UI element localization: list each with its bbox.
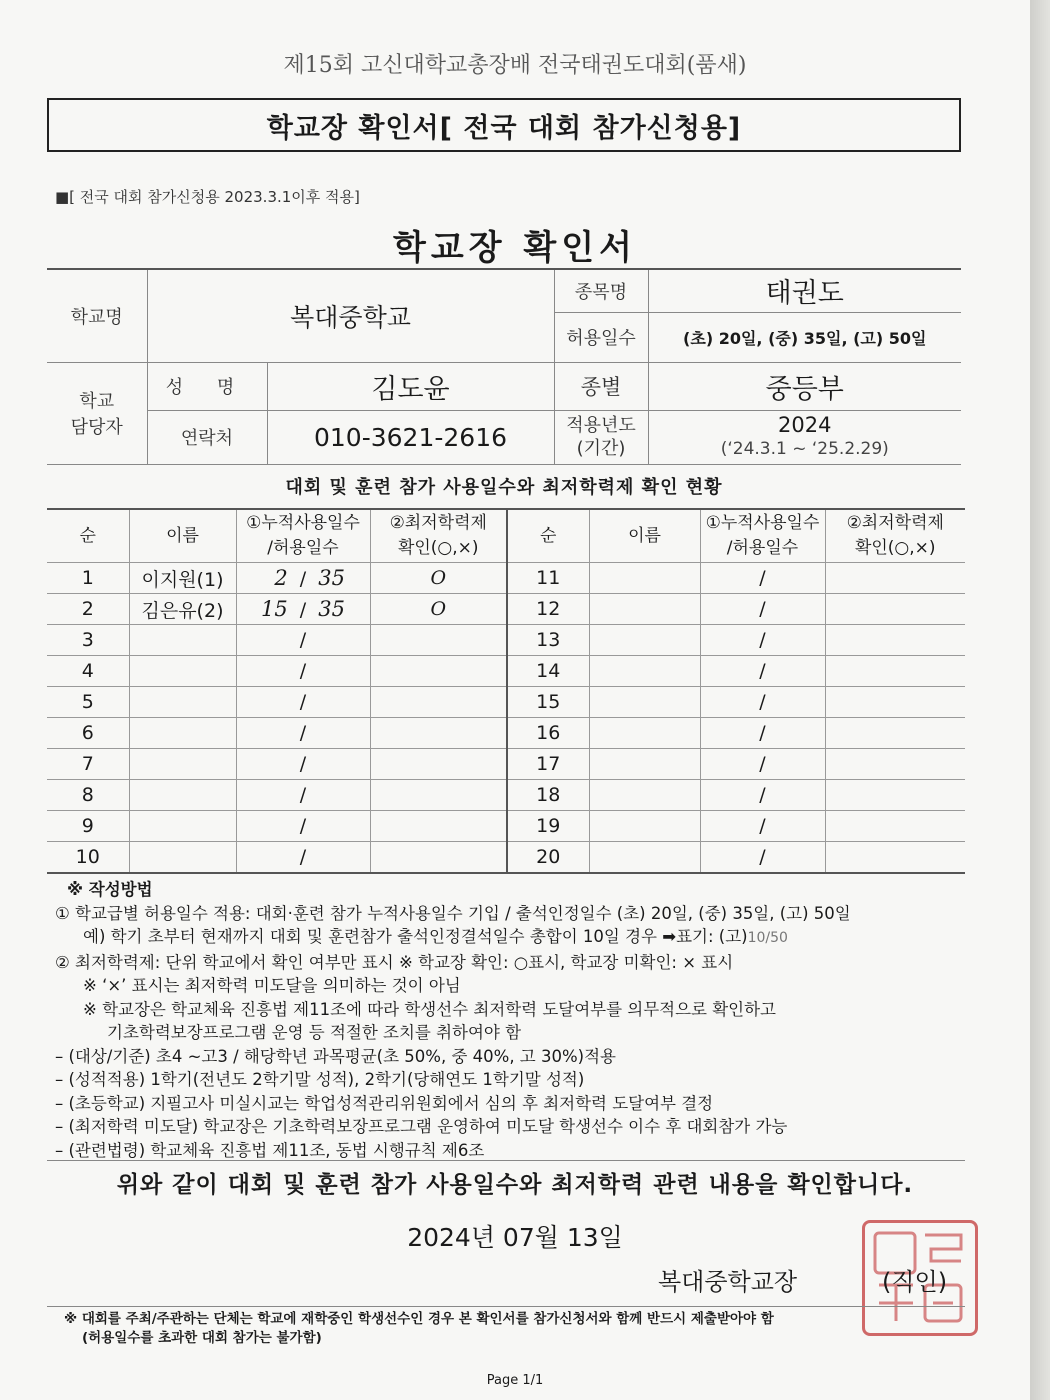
status-title: 대회 및 훈련 참가 사용일수와 최저학력제 확인 현황 bbox=[285, 477, 723, 498]
days-used-cell bbox=[700, 625, 825, 656]
student-name bbox=[589, 780, 700, 811]
note-example-mark: ➡표기: (고) bbox=[662, 927, 748, 946]
note-line: ※ ‘×’ 표시는 최저학력 미도달을 의미하는 것이 아님 bbox=[83, 976, 461, 995]
student-name bbox=[129, 718, 236, 749]
days-separator: / bbox=[293, 599, 313, 621]
col-academic bbox=[825, 509, 965, 563]
academic-check bbox=[370, 687, 507, 718]
col-academic-line1: ②최저학력제 bbox=[389, 513, 487, 533]
days-allowed: 35 bbox=[318, 597, 345, 621]
days-separator: / bbox=[753, 846, 772, 868]
version-note: ■[ 전국 대회 참가신청용 2023.3.1이후 적용] bbox=[55, 188, 360, 206]
seal-label: (직인) bbox=[882, 1268, 948, 1296]
division-label: 종별 bbox=[554, 362, 648, 410]
days-used-cell bbox=[700, 780, 825, 811]
note-line: – (최저학력 미도달) 학교장은 기초학력보장프로그램 운영하여 미도달 학생선수 이수 후 대회참가 가능 bbox=[55, 1117, 788, 1136]
note-example-text: 예) 학기 초부터 현재까지 대회 및 훈련참가 출석인정결석일수 총합이 10일 경우 bbox=[83, 927, 657, 946]
days-used-cell bbox=[700, 718, 825, 749]
academic-check bbox=[825, 563, 965, 594]
col-academic-line2: 확인(○,×) bbox=[854, 538, 936, 558]
academic-check bbox=[370, 718, 507, 749]
year-value: 2024 bbox=[778, 413, 832, 437]
notes-heading: ※ 작성방법 bbox=[67, 880, 153, 899]
student-name bbox=[129, 811, 236, 842]
name-label: 성 명 bbox=[147, 362, 267, 410]
divider bbox=[47, 1160, 965, 1161]
col-days-line1: ①누적사용일수 bbox=[705, 513, 820, 533]
row-number: 5 bbox=[47, 687, 129, 718]
student-name: 이지원(1) bbox=[129, 563, 236, 594]
academic-check bbox=[825, 625, 965, 656]
student-name bbox=[589, 811, 700, 842]
event-title: 제15회 고신대학교총장배 전국태권도대회(품새) bbox=[283, 53, 747, 78]
days-separator: / bbox=[293, 660, 313, 682]
table-row bbox=[47, 718, 965, 749]
period-value bbox=[648, 410, 961, 464]
days-separator: / bbox=[753, 815, 772, 837]
table-row bbox=[47, 656, 965, 687]
student-name bbox=[129, 687, 236, 718]
days-separator: / bbox=[753, 567, 772, 589]
row-number: 13 bbox=[507, 625, 589, 656]
days-separator: / bbox=[293, 753, 313, 775]
event-value: 태권도 bbox=[648, 269, 961, 312]
academic-check bbox=[825, 842, 965, 874]
academic-check: O bbox=[370, 563, 507, 594]
days-used-cell bbox=[236, 749, 370, 780]
period-label-line1: 적용년도 bbox=[566, 415, 636, 436]
student-name bbox=[129, 780, 236, 811]
name-value: 김도윤 bbox=[267, 362, 554, 410]
academic-check bbox=[370, 811, 507, 842]
academic-check bbox=[370, 842, 507, 874]
student-name bbox=[589, 842, 700, 874]
row-number: 9 bbox=[47, 811, 129, 842]
note-line: – (관련법령) 학교체육 진흥법 제11조, 동법 시행규칙 제6조 bbox=[55, 1140, 485, 1160]
days-separator: / bbox=[293, 846, 313, 868]
col-no: 순 bbox=[47, 509, 129, 563]
academic-check bbox=[370, 625, 507, 656]
days-used-cell bbox=[700, 842, 825, 874]
row-number: 1 bbox=[47, 563, 129, 594]
footnote bbox=[64, 1310, 974, 1348]
row-number: 16 bbox=[507, 718, 589, 749]
table-row bbox=[47, 780, 965, 811]
table-row bbox=[47, 563, 965, 594]
contact-person-label-line2: 담당자 bbox=[70, 417, 123, 438]
academic-check bbox=[825, 718, 965, 749]
col-academic-line2: 확인(○,×) bbox=[397, 538, 479, 558]
footnote-line1: ※ 대회를 주최/주관하는 단체는 학교에 재학중인 학생선수인 경우 본 확인서를 참가신청서와 함께 반드시 제출받아야 함 bbox=[64, 1311, 774, 1327]
student-name bbox=[589, 594, 700, 625]
days-separator: / bbox=[753, 753, 772, 775]
academic-check bbox=[825, 749, 965, 780]
table-row bbox=[47, 687, 965, 718]
academic-check: O bbox=[370, 594, 507, 625]
academic-check bbox=[370, 749, 507, 780]
school-label: 학교명 bbox=[47, 269, 147, 362]
row-number: 12 bbox=[507, 594, 589, 625]
note-line: 기초학력보장프로그램 운영 등 적절한 조치를 취하여야 함 bbox=[107, 1023, 522, 1042]
event-label: 종목명 bbox=[554, 269, 648, 312]
col-name: 이름 bbox=[129, 509, 236, 563]
days-separator: / bbox=[293, 691, 313, 713]
phone-value: 010-3621-2616 bbox=[267, 410, 554, 464]
note-line: – (초등학교) 지필고사 미실시교는 학업성적관리위원회에서 심의 후 최저학력 도달여부 결정 bbox=[55, 1093, 714, 1113]
row-number: 7 bbox=[47, 749, 129, 780]
days-used-cell bbox=[700, 563, 825, 594]
days-separator: / bbox=[753, 722, 772, 744]
days-separator: / bbox=[293, 784, 313, 806]
academic-check bbox=[370, 656, 507, 687]
days-used-cell bbox=[236, 780, 370, 811]
confirmation-statement: 위와 같이 대회 및 훈련 참가 사용일수와 최저학력 관련 내용을 확인합니다. bbox=[116, 1172, 914, 1198]
table-row bbox=[47, 811, 965, 842]
days-separator: / bbox=[293, 722, 313, 744]
phone-label: 연락처 bbox=[147, 410, 267, 464]
days-used-cell bbox=[236, 656, 370, 687]
student-name bbox=[129, 749, 236, 780]
days-used: 2 bbox=[274, 566, 288, 590]
student-name bbox=[589, 656, 700, 687]
row-number: 4 bbox=[47, 656, 129, 687]
note-line: – (대상/기준) 초4 ~고3 / 해당학년 과목평균(초 50%, 중 40%, 고 30%)적용 bbox=[55, 1046, 616, 1066]
days-separator: / bbox=[753, 784, 772, 806]
allowed-days-label: 허용일수 bbox=[554, 312, 648, 362]
table-row bbox=[47, 749, 965, 780]
period-label bbox=[554, 410, 648, 464]
writing-notes bbox=[55, 878, 985, 1162]
days-used-cell bbox=[700, 749, 825, 780]
days-separator: / bbox=[753, 598, 772, 620]
note-line: ① 학교급별 허용일수 적용: 대회·훈련 참가 누적사용일수 기입 / 출석인정일수 (초) 20일, (중) 35일, (고) 50일 bbox=[55, 903, 851, 923]
division-value: 중등부 bbox=[648, 362, 961, 410]
academic-check bbox=[825, 780, 965, 811]
row-number: 19 bbox=[507, 811, 589, 842]
allowed-days-value: (초) 20일, (중) 35일, (고) 50일 bbox=[648, 312, 961, 362]
period-range: (‘24.3.1 ~ ‘25.2.29) bbox=[720, 439, 889, 459]
academic-check bbox=[825, 594, 965, 625]
period-label-line2: (기간) bbox=[576, 438, 626, 459]
main-title: 학교장 확인서 bbox=[393, 228, 637, 268]
row-number: 18 bbox=[507, 780, 589, 811]
days-used-cell bbox=[236, 594, 370, 625]
note-example-value: 10/50 bbox=[747, 930, 788, 946]
page-edge bbox=[1030, 0, 1050, 1400]
days-used-cell bbox=[236, 718, 370, 749]
col-days-line2: /허용일수 bbox=[267, 538, 339, 558]
note-line: ② 최저학력제: 단위 학교에서 확인 여부만 표시 ※ 학교장 확인: ○표시, 학교장 미확인: × 표시 bbox=[55, 952, 734, 972]
days-used-cell bbox=[700, 687, 825, 718]
footnote-line2: (허용일수를 초과한 대회 참가는 불가함) bbox=[82, 1330, 322, 1346]
col-academic bbox=[370, 509, 507, 563]
student-name bbox=[129, 656, 236, 687]
academic-check bbox=[825, 687, 965, 718]
student-name bbox=[129, 842, 236, 874]
form-title-box: 학교장 확인서[ 전국 대회 참가신청용] bbox=[47, 98, 961, 152]
days-separator: / bbox=[753, 691, 772, 713]
col-no: 순 bbox=[507, 509, 589, 563]
confirmation-date: 2024년 07월 13일 bbox=[407, 1223, 623, 1252]
col-days-line1: ①누적사용일수 bbox=[246, 513, 360, 533]
row-number: 11 bbox=[507, 563, 589, 594]
contact-person-label-line1: 학교 bbox=[79, 391, 115, 412]
academic-check bbox=[825, 811, 965, 842]
days-separator: / bbox=[753, 629, 772, 651]
contact-person-label bbox=[47, 362, 147, 464]
days-used: 15 bbox=[261, 597, 288, 621]
table-row bbox=[47, 842, 965, 874]
days-used-cell bbox=[700, 656, 825, 687]
row-number: 10 bbox=[47, 842, 129, 874]
table-row bbox=[47, 594, 965, 625]
days-used-cell bbox=[700, 811, 825, 842]
academic-check bbox=[825, 656, 965, 687]
student-name bbox=[589, 625, 700, 656]
student-name: 김은유(2) bbox=[129, 594, 236, 625]
page-number: Page 1/1 bbox=[486, 1373, 544, 1388]
days-separator: / bbox=[753, 660, 772, 682]
usage-table bbox=[47, 508, 965, 874]
row-number: 2 bbox=[47, 594, 129, 625]
days-allowed: 35 bbox=[318, 566, 345, 590]
student-name bbox=[129, 625, 236, 656]
row-number: 3 bbox=[47, 625, 129, 656]
row-number: 14 bbox=[507, 656, 589, 687]
academic-check bbox=[370, 780, 507, 811]
row-number: 6 bbox=[47, 718, 129, 749]
school-info-table bbox=[47, 268, 961, 465]
note-line: – (성적적용) 1학기(전년도 2학기말 성적), 2학기(당해연도 1학기말 성적) bbox=[55, 1070, 585, 1089]
row-number: 20 bbox=[507, 842, 589, 874]
principal-title: 복대중학교장 bbox=[658, 1268, 798, 1296]
col-days-line2: /허용일수 bbox=[726, 538, 799, 558]
days-used-cell bbox=[700, 594, 825, 625]
days-used-cell bbox=[236, 842, 370, 874]
col-days bbox=[236, 509, 370, 563]
student-name bbox=[589, 687, 700, 718]
col-days bbox=[700, 509, 825, 563]
days-separator: / bbox=[293, 568, 313, 590]
col-name: 이름 bbox=[589, 509, 700, 563]
note-line: ※ 학교장은 학교체육 진흥법 제11조에 따라 학생선수 최저학력 도달여부를 의무적으로 확인하고 bbox=[83, 999, 776, 1019]
student-name bbox=[589, 718, 700, 749]
days-used-cell bbox=[236, 625, 370, 656]
school-value: 복대중학교 bbox=[147, 269, 554, 362]
student-name bbox=[589, 749, 700, 780]
days-separator: / bbox=[293, 629, 313, 651]
col-academic-line1: ②최저학력제 bbox=[846, 513, 944, 533]
row-number: 8 bbox=[47, 780, 129, 811]
days-used-cell bbox=[236, 563, 370, 594]
divider bbox=[47, 1306, 965, 1307]
days-separator: / bbox=[293, 815, 313, 837]
row-number: 17 bbox=[507, 749, 589, 780]
days-used-cell bbox=[236, 687, 370, 718]
student-name bbox=[589, 563, 700, 594]
table-row bbox=[47, 625, 965, 656]
days-used-cell bbox=[236, 811, 370, 842]
row-number: 15 bbox=[507, 687, 589, 718]
note-example bbox=[55, 925, 985, 951]
